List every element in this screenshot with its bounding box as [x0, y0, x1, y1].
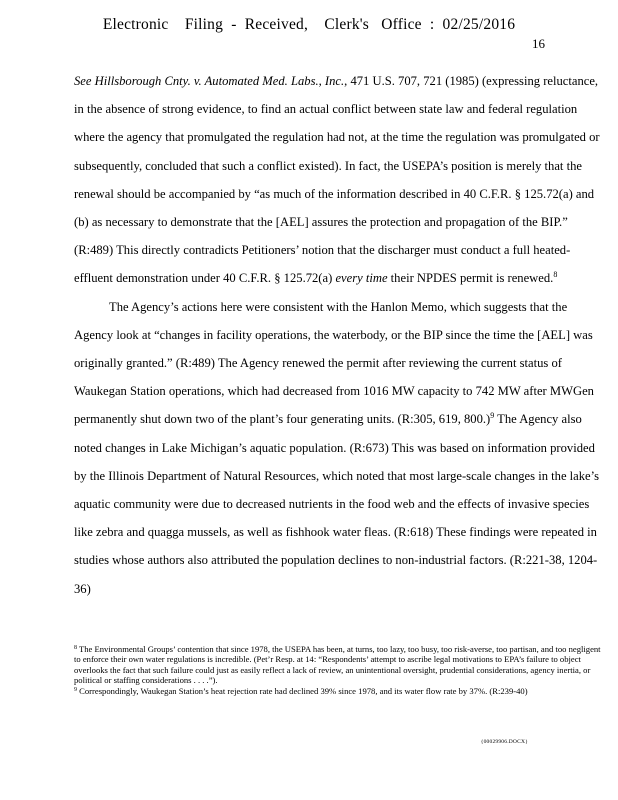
paragraph-2 — [74, 293, 602, 603]
paragraph-2-text-b: The Agency also noted changes in Lake Michigan’s aquatic population. (R:673) This was based on information provided by the Illinois Department of Natural Resources, which noted that most large-scale changes in the lake’s aquatic community were due to decreased nutrients in the food web and the effects of invasive species like zebra and quagga mussels, as well as fishhook water fleas. (R:618) These findings were repeated in studies whose authors also attributed the population declines to non-industrial factors. (R:221-38, 1204-36) — [74, 412, 600, 596]
case-citation: See Hillsborough Cnty. v. Automated Med. Labs., Inc. — [74, 74, 345, 88]
paragraph-1-text-a: , 471 U.S. 707, 721 (1985) (expressing reluctance, in the absence of strong evidence, to find an actual conflict between state law and federal regulation where the agency that promulgated the regulation had not, at the time the regulation was promulgated or subsequently, concluded that such a conflict existed). In fact, the USEPA’s position is merely that the renewal should be accompanied by “as much of the information described in 40 C.F.R. § 125.72(a) and (b) as necessary to demonstrate that the [AEL] assures the protection and propagation of the BIP.” (R:489) This directly contradicts Petitioners’ notion that the discharger must conduct a full heated-effluent demonstration under 40 C.F.R. § 125.72(a) — [74, 74, 600, 286]
footnote-ref-8: 8 — [553, 270, 558, 280]
footnotes-section — [74, 644, 602, 696]
emphasis-every-time: every time — [335, 271, 388, 286]
body-text — [74, 67, 602, 603]
footnote-text: The Environmental Groups’ contention that since 1978, the USEPA has been, at turns, too lazy, too busy, too risk-averse, too partisan, and too negligent to enforce their own water regulations is incredible. (Pet’r Resp. at 14: “Respondents’ attempt to ascribe legal motivations to EPA’s failure to object overlooks the fact that such failure could just as easily reflect a lack of review, an unintentional oversight, prudential considerations, agency inertia, or political or staffing considerations . . . .”). — [74, 644, 601, 686]
page-number: 16 — [532, 36, 545, 51]
footnote-number: 9 — [74, 686, 77, 693]
paragraph-1-text-b: their NPDES permit is renewed. — [387, 271, 554, 286]
footnote-8 — [74, 644, 602, 686]
footnote-9 — [74, 686, 602, 696]
paragraph-2-text-a: The Agency’s actions here were consistent with the Hanlon Memo, which suggests that the Agency look at “changes in facility operations, the waterbody, or the BIP since the time the [AEL] was originally granted.” (R:489) The Agency renewed the permit after reviewing the current status of Waukegan Station operations, which had decreased from 1016 MW capacity to 742 MW after MWGen permanently shut down two of the plant’s four generating units. (R:305, 619, 800.) — [74, 299, 594, 427]
paragraph-1 — [74, 67, 602, 293]
footnote-number: 8 — [74, 645, 77, 651]
footnote-ref-9: 9 — [490, 411, 495, 421]
filing-stamp-header: Electronic Filing - Received, Clerk's Office : 02/25/2016 — [102, 16, 516, 33]
document-id: {00029906.DOCX} — [480, 739, 528, 745]
footnote-text: Correspondingly, Waukegan Station’s heat rejection rate had declined 39% since 1978, and its water flow rate by 37%. (R:239-40) — [77, 685, 528, 696]
